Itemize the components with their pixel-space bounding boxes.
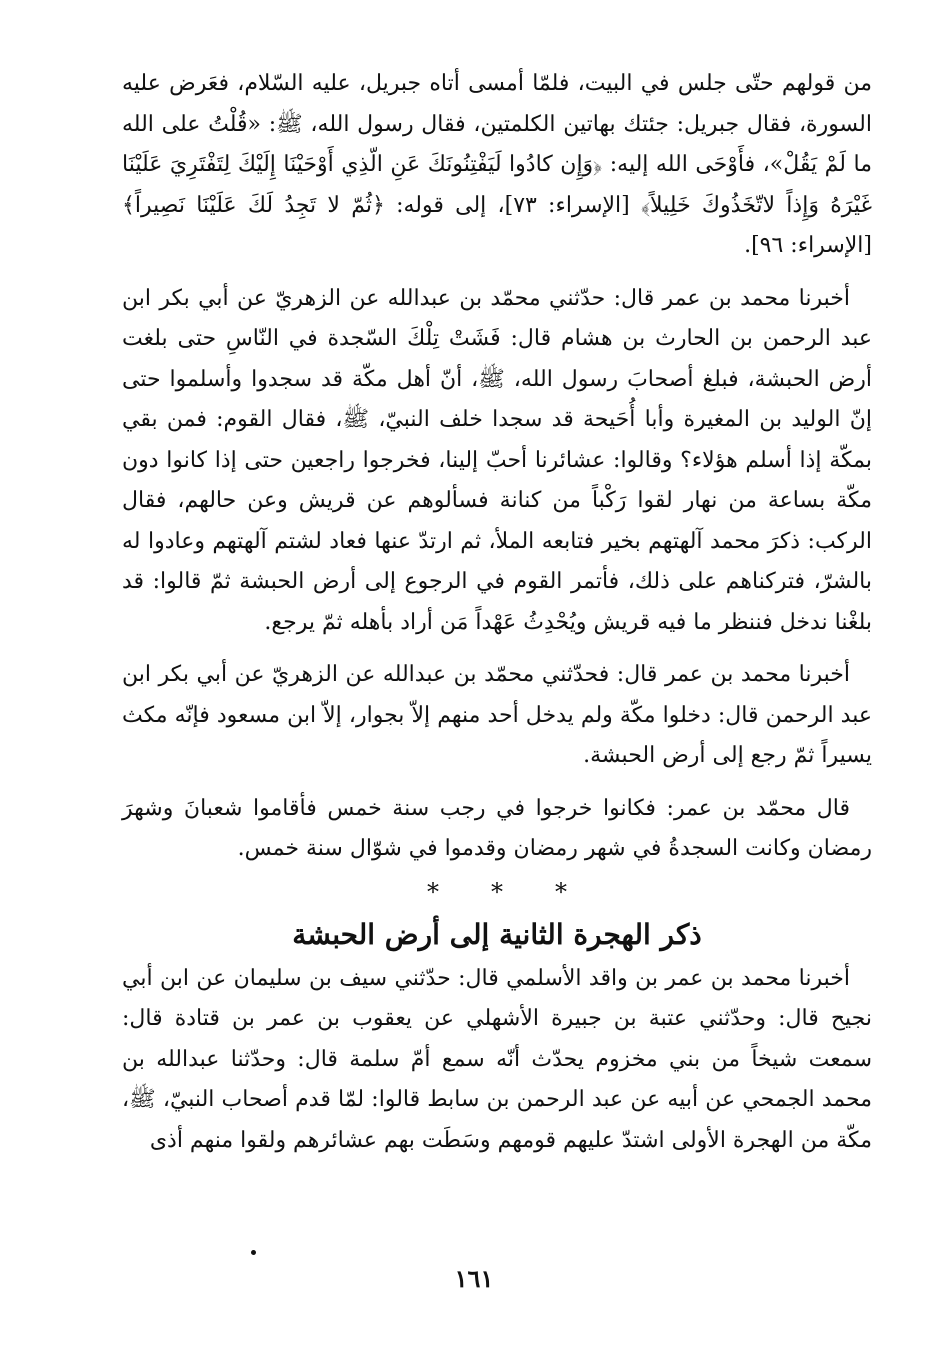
section-paragraph: أخبرنا محمد بن عمر بن واقد الأسلمي قال: حدّثني سيف بن سليمان عن ابن أبي نجيح قال: وحدّثني عتبة بن جبيرة الأشهلي عن يعقوب بن عمر بن قتادة قال: سمعت شيخاً من بني مخزوم يحدّث أنّه سمع أمّ سلمة قال: وحدّثنا عبدالله بن محمد الجمحي عن أبيه عن عبد الرحمن بن سابط قالوا: لمّا قدم أصحاب النبيّ، ﷺ، مكّة من الهجرة الأولى اشتدّ عليهم قومهم وسَطَت بهم عشائرهم ولقوا منهم أذى [122,965,872,1153]
section-separator: *** [427,877,619,906]
paragraph-1: من قولهم حتّى جلس في البيت، فلمّا أمسى أتاه جبريل، عليه السّلام، فعَرض عليه السورة، فقال جبريل: جئتك بهاتين الكلمتين، فقال رسول الله، ﷺ: «قُلْتُ على الله ما لَمْ يَقُلْ»، فأَوْحَى الله إليه: ﴿وَإِن كادُوا لَيَفْتِنُونَكَ عَنِ الّذِي أَوْحَيْنَا إِلَيْكَ لِتَفْتَرِيَ عَلَيْنَا غَيْرَهُ وَإِذاً لاتّخَذُوكَ خَلِيلاً﴾ [الإسراء: ٧٣]، إلى قوله: ﴿ثُمّ لا تَجِدُ لَكَ عَلَيْنَا نَصِيراً﴾ [الإسراء: ٩٦]. [122,71,872,258]
paragraph-2: أخبرنا محمد بن عمر قال: حدّثني محمّد بن عبدالله عن الزهريّ عن أبي بكر ابن عبد الرحمن بن الحارث بن هشام قال: فَشَتْ تِلْكَ السّجدة في النّاسِ حتى بلغت أرض الحبشة، فبلغ أصحابَ رسول الله، ﷺ، أنّ أهل مكّة قد سجدوا وأسلموا حتى إنّ الوليد بن المغيرة وأبا أُحَيحة قد سجدا خلف النبيّ، ﷺ، فقال القوم: فمن بقي بمكّة إذا أسلم هؤلاء؟ وقالوا: عشائرنا أحبّ إلينا، فخرجوا راجعين حتى إذا كانوا دون مكّة بساعة من نهار لقوا رَكْباً من كنانة فسألوهم عن قريش وعن حالهم، فقال الركب: ذكرَ محمد آلهتهم بخير فتابعه الملأ، ثم ارتدّ عنها فعاد لشتم آلهتهم وعادوا له بالشرّ، فتركناهم على ذلك، فأتمر القوم في الرجوع إلى أرض الحبشة ثمّ قالوا: قد بلغْنا ندخل فننظر ما فيه قريش ويُحْدِثُ عَهْداً مَن أراد بأهله ثمّ يرجع. [122,285,873,635]
stray-dot [251,1250,256,1255]
page-number: ١٦١ [454,1264,494,1293]
section-heading: ذكر الهجرة الثانية إلى أرض الحبشة [292,917,702,951]
page-body [122,64,872,1161]
paragraph-3: أخبرنا محمد بن عمر قال: فحدّثني محمّد بن عبدالله عن الزهريّ عن أبي بكر ابن عبد الرحمن قال: دخلوا مكّة ولم يدخل أحد منهم إلاّ بجوار، إلاّ ابن مسعود فإنّه مكث يسيراً ثمّ رجع إلى أرض الحبشة. [122,662,872,768]
paragraph-4: قال محمّد بن عمر: فكانوا خرجوا في رجب سنة خمس فأقاموا شعبانَ وشهرَ رمضان وكانت السجدةُ في شهر رمضان وقدموا في شوّال سنة خمس. [122,795,872,861]
